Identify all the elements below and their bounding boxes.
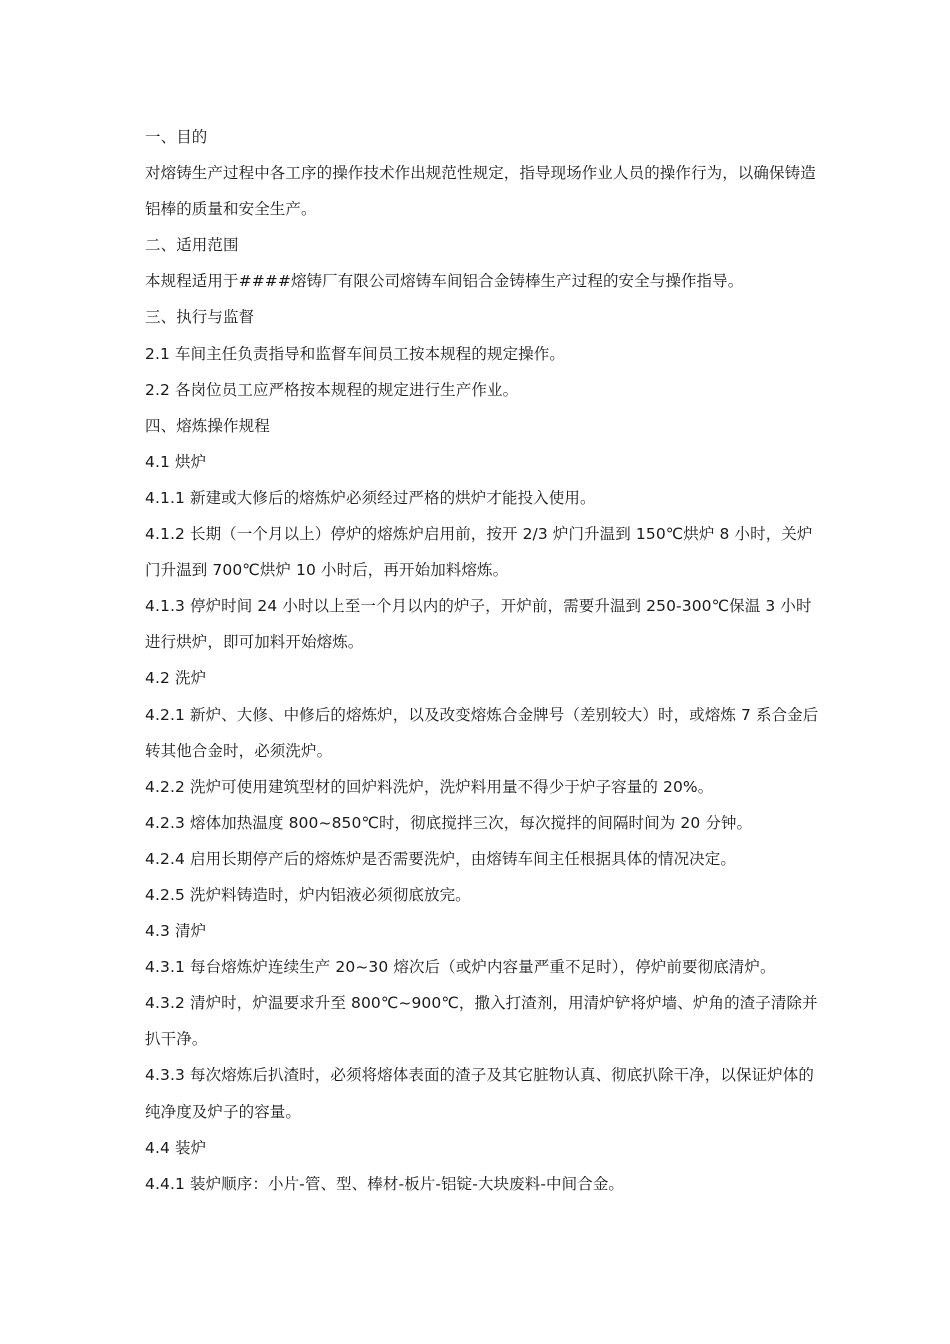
paragraph-4-4-1: 4.4.1 装炉顺序：小片-管、型、棒材-板片-铝锭-大块废料-中间合金。 <box>145 1174 625 1193</box>
heading-purpose: 一、目的 <box>145 128 208 146</box>
section-4-3: 4.3 清炉 <box>145 922 207 941</box>
paragraph-4-3-2: 4.3.2 清炉时，炉温要求升至 800℃~900℃，撒入打渣剂，用清炉铲将炉墙、炉角的渣子清除并扒干净。 <box>145 994 818 1049</box>
section-4-1: 4.1 烘炉 <box>145 452 207 471</box>
paragraph-4-1-1: 4.1.1 新建或大修后的熔炼炉必须经过严格的烘炉才能投入使用。 <box>145 488 596 507</box>
paragraph-4-2-5: 4.2.5 洗炉料铸造时，炉内铝液必须彻底放完。 <box>145 885 471 904</box>
paragraph-4-2-3: 4.2.3 熔体加热温度 800~850℃时，彻底搅拌三次，每次搅拌的间隔时间为 20 分钟。 <box>145 813 753 832</box>
heading-supervision: 三、执行与监督 <box>145 308 255 327</box>
document-body <box>145 119 825 1202</box>
paragraph-scope: 本规程适用于####熔铸厂有限公司熔铸车间铝合金铸棒生产过程的安全与操作指导。 <box>145 272 744 291</box>
section-4-4: 4.4 装炉 <box>145 1138 207 1157</box>
paragraph-purpose: 对熔铸生产过程中各工序的操作技术作出规范性规定，指导现场作业人员的操作行为，以确保铸造铝棒的质量和安全生产。 <box>145 164 816 219</box>
paragraph-4-3-3: 4.3.3 每次熔炼后扒渣时，必须将熔体表面的渣子及其它脏物认真、彻底扒除干净，以保证炉体的纯净度及炉子的容量。 <box>145 1066 814 1121</box>
paragraph-2-1: 2.1 车间主任负责指导和监督车间员工按本规程的规定操作。 <box>145 344 565 363</box>
paragraph-4-1-2: 4.1.2 长期（一个月以上）停炉的熔炼炉启用前，按开 2/3 炉门升温到 150℃烘炉 8 小时，关炉门升温到 700℃烘炉 10 小时后，再开始加料熔炼。 <box>145 525 813 580</box>
paragraph-2-2: 2.2 各岗位员工应严格按本规程的规定进行生产作业。 <box>145 380 519 399</box>
heading-smelting-rules: 四、熔炼操作规程 <box>145 416 270 435</box>
paragraph-4-2-1: 4.2.1 新炉、大修、中修后的熔炼炉，以及改变熔炼合金牌号（差别较大）时，或熔炼 7 系合金后转其他合金时，必须洗炉。 <box>145 705 819 760</box>
paragraph-4-3-1: 4.3.1 每台熔炼炉连续生产 20~30 熔次后（或炉内容量严重不足时），停炉前要彻底清炉。 <box>145 958 776 977</box>
paragraph-4-2-2: 4.2.2 洗炉可使用建筑型材的回炉料洗炉，洗炉料用量不得少于炉子容量的 20%。 <box>145 777 714 796</box>
paragraph-4-2-4: 4.2.4 启用长期停产后的熔炼炉是否需要洗炉，由熔铸车间主任根据具体的情况决定。 <box>145 849 736 868</box>
paragraph-4-1-3: 4.1.3 停炉时间 24 小时以上至一个月以内的炉子，开炉前，需要升温到 250-300℃保温 3 小时进行烘炉，即可加料开始熔炼。 <box>145 597 812 652</box>
section-4-2: 4.2 洗炉 <box>145 669 207 688</box>
heading-scope: 二、适用范围 <box>145 236 239 255</box>
